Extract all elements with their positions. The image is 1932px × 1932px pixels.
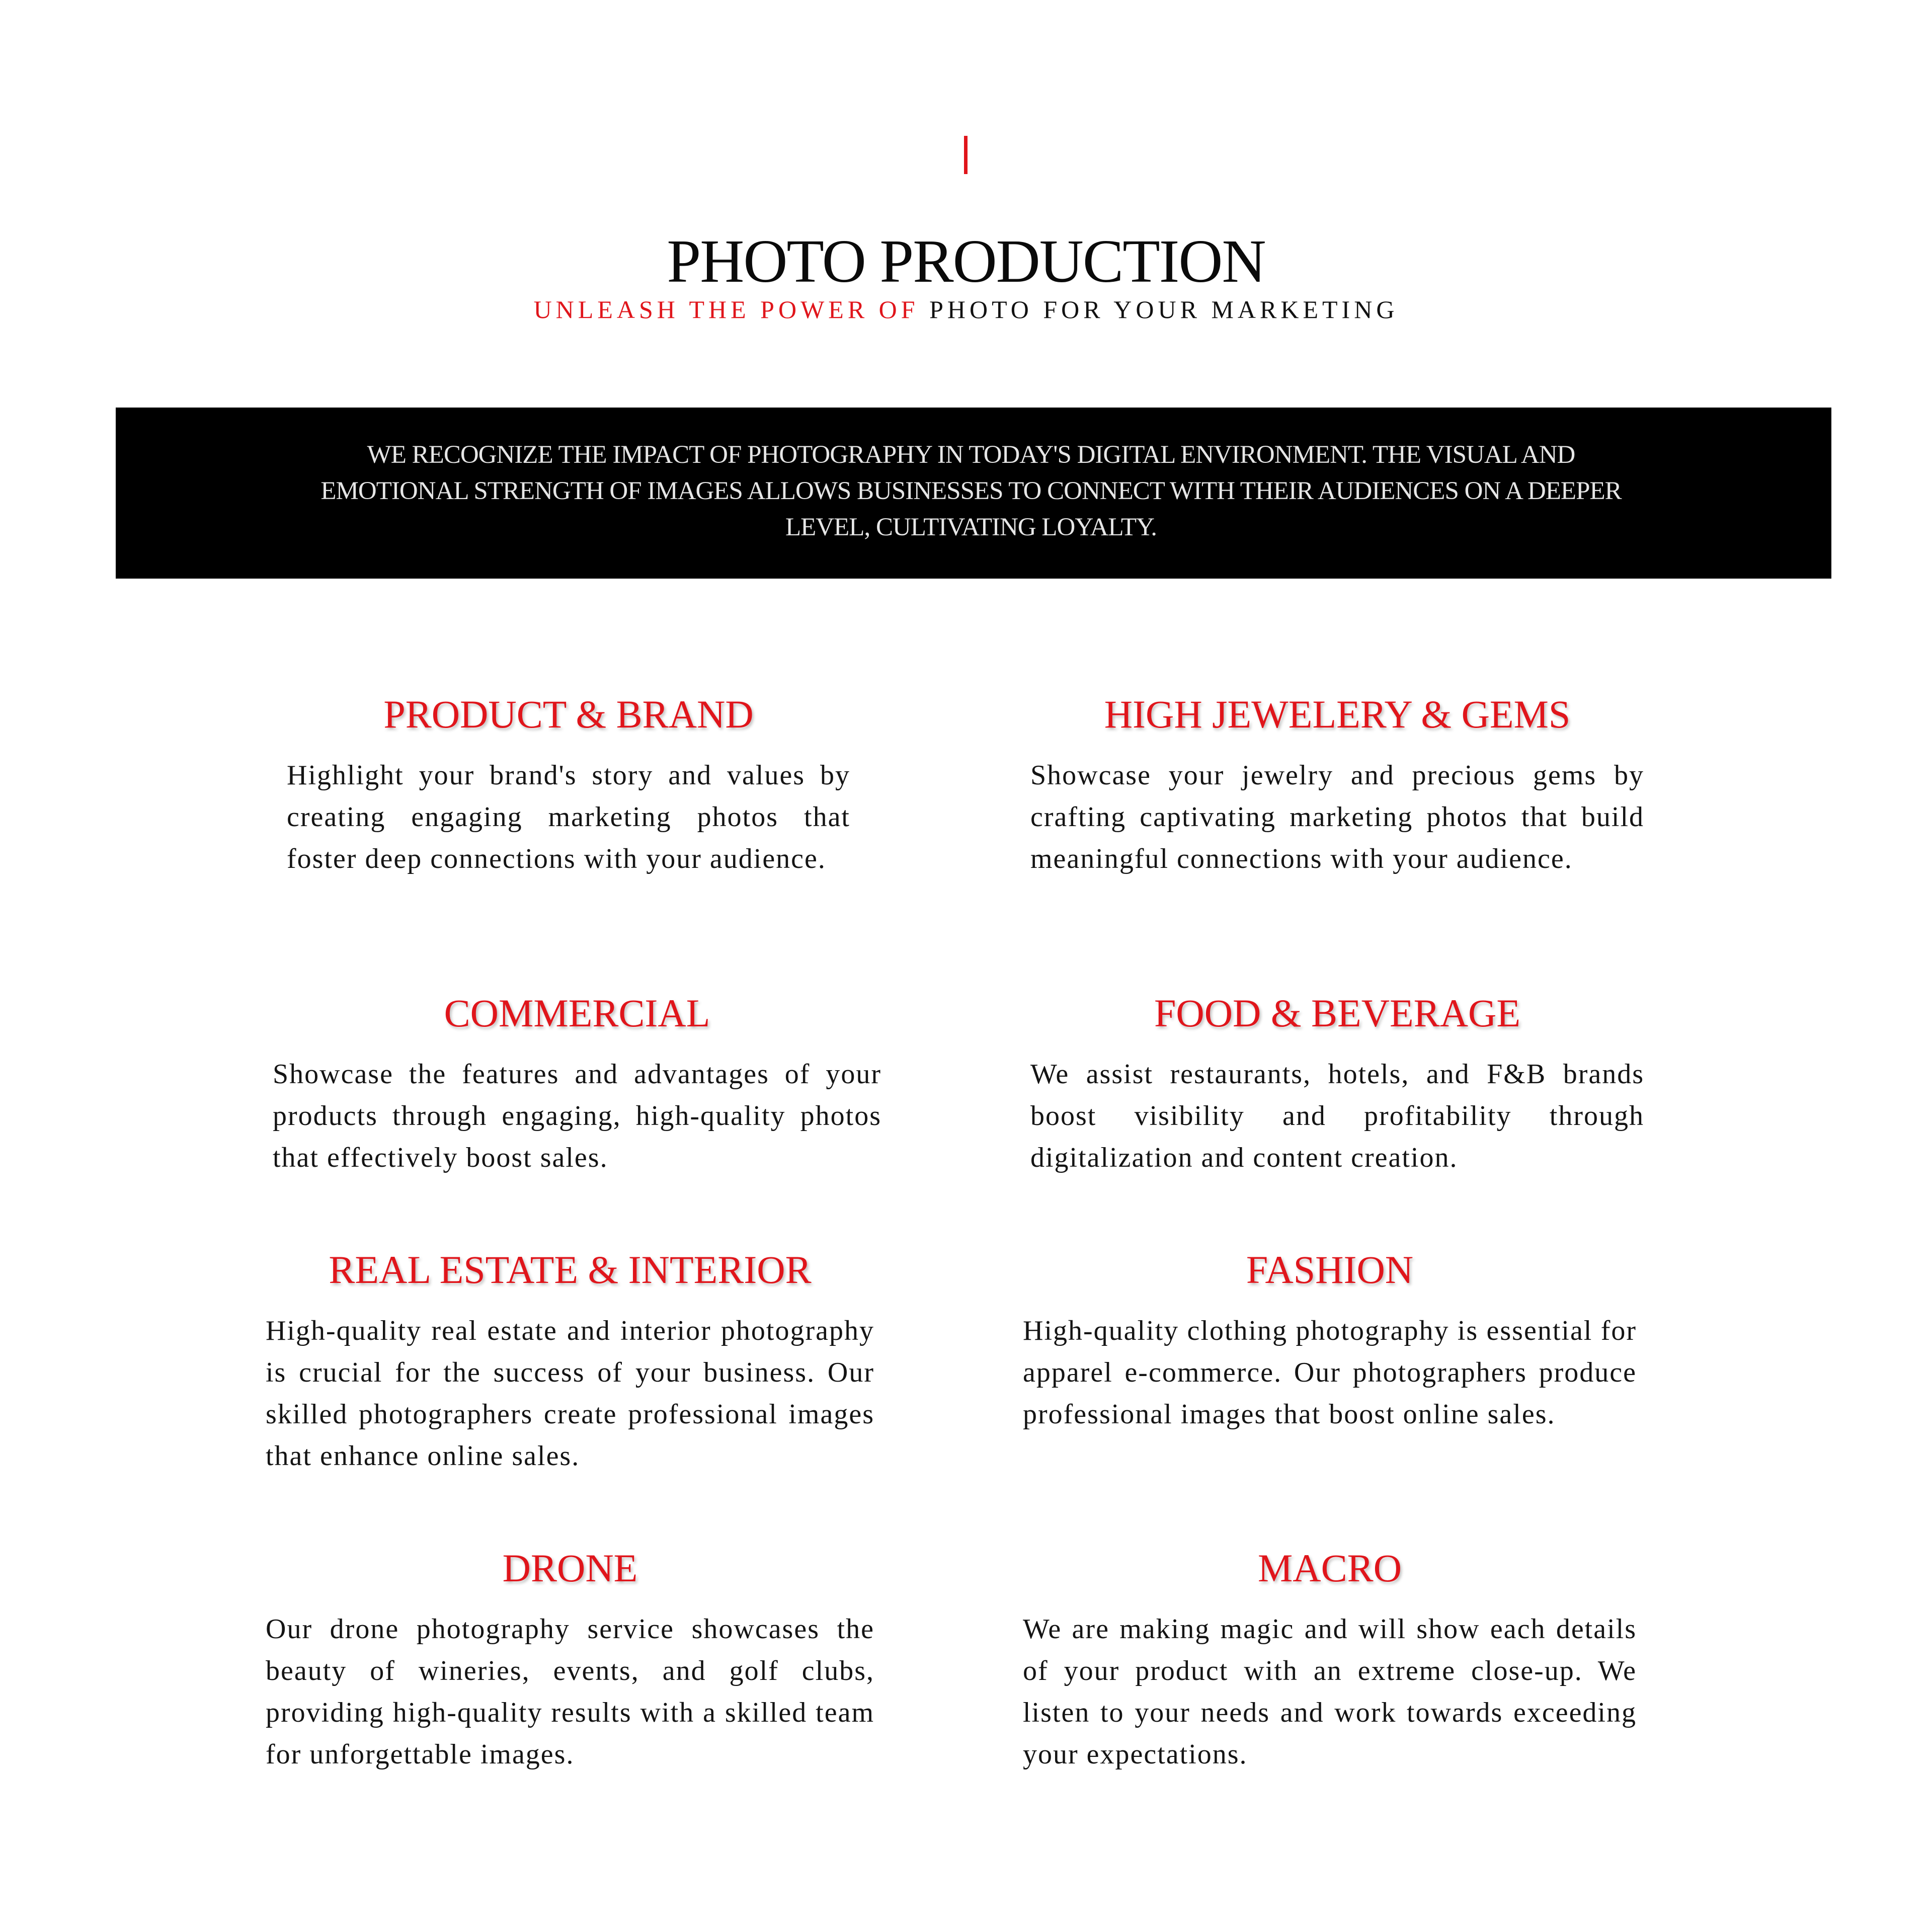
service-title: DRONE [502, 1546, 638, 1590]
service-product-brand [287, 689, 850, 880]
service-title: HIGH JEWELERY & GEMS [1104, 692, 1571, 736]
subtitle-highlight: UNLEASH THE POWER OF [533, 295, 919, 324]
service-description: Our drone photography service showcases the beauty of wineries, events, and golf clubs, providing high-quality results with a skilled team for unforgettable images. [266, 1614, 874, 1770]
service-commercial [273, 988, 881, 1179]
service-title: FASHION [1246, 1248, 1414, 1292]
intro-banner-text: WE RECOGNIZE THE IMPACT OF PHOTOGRAPHY IN TODAY'S DIGITAL ENVIRONMENT. THE VISUAL AND EMOTIONAL STRENGTH OF IMAGES ALLOWS BUSINESSES TO CONNECT WITH THEIR AUDIENCES ON A DEEPER LEVEL, CULTIVATING LOYALTY. [320, 441, 1622, 541]
service-macro [1023, 1543, 1637, 1776]
service-description: Showcase your jewelry and precious gems by crafting captivating marketing photos that build meaningful connections with your audience. [1030, 760, 1644, 874]
service-description: We assist restaurants, hotels, and F&B brands boost visibility and profitability through digitalization and content creation. [1030, 1059, 1644, 1173]
service-description: High-quality clothing photography is essential for apparel e-commerce. Our photographers produce professional images that boost online sales. [1023, 1315, 1637, 1430]
service-title: REAL ESTATE & INTERIOR [329, 1248, 812, 1292]
accent-divider [964, 136, 968, 174]
service-food-beverage [1030, 988, 1644, 1179]
service-title: MACRO [1257, 1546, 1402, 1590]
service-title: FOOD & BEVERAGE [1154, 991, 1520, 1035]
subtitle-rest: PHOTO FOR YOUR MARKETING [929, 295, 1399, 324]
service-description: High-quality real estate and interior photography is crucial for the success of your business. Our skilled photographers create professional images that enhance online sales. [266, 1315, 874, 1472]
page-title: PHOTO PRODUCTION [667, 227, 1265, 295]
service-description: Showcase the features and advantages of your products through engaging, high-quality photos that effectively boost sales. [273, 1059, 881, 1173]
service-drone [266, 1543, 874, 1776]
service-description: Highlight your brand's story and values by creating engaging marketing photos that foster deep connections with your audience. [287, 760, 850, 874]
service-high-jewelery-gems [1030, 689, 1644, 880]
page-subtitle [0, 294, 1932, 325]
service-description: We are making magic and will show each details of your product with an extreme close-up. We listen to your needs and work towards exceeding your expectations. [1023, 1614, 1637, 1770]
service-real-estate-interior [266, 1245, 874, 1477]
service-fashion [1023, 1245, 1637, 1435]
service-title: PRODUCT & BRAND [383, 692, 754, 736]
service-title: COMMERCIAL [444, 991, 710, 1035]
